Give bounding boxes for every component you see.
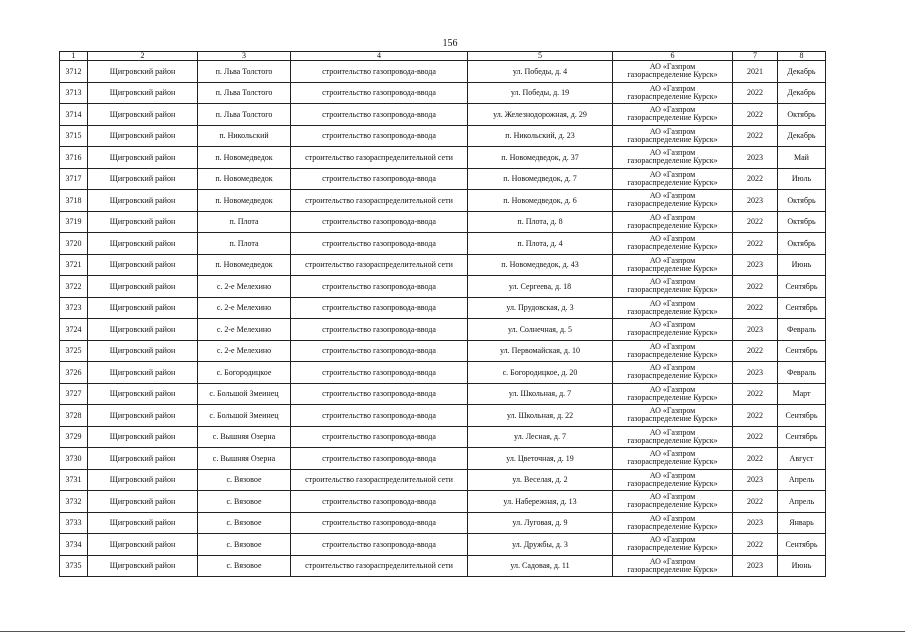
operator-cell [613, 469, 733, 491]
year-cell: 2023 [733, 254, 778, 276]
locality-cell: с. Вышняя Озерна [198, 448, 291, 470]
table-row [60, 512, 826, 534]
work-type-cell: строительство газопровода-ввода [291, 362, 468, 384]
operator-cell [613, 168, 733, 190]
operator-cell [613, 254, 733, 276]
operator-cell [613, 340, 733, 362]
locality-cell: п. Льва Толстого [198, 61, 291, 83]
table-row [60, 469, 826, 491]
table-row [60, 405, 826, 427]
year-cell: 2023 [733, 555, 778, 577]
address-cell: ул. Луговая, д. 9 [468, 512, 613, 534]
work-type-cell: строительство газопровода-ввода [291, 426, 468, 448]
operator-line-2: газораспределение Курск» [627, 91, 718, 101]
year-cell: 2022 [733, 405, 778, 427]
operator-cell [613, 491, 733, 513]
work-type-cell: строительство газораспределительной сети [291, 147, 468, 169]
locality-cell: с. Вязовое [198, 469, 291, 491]
locality-cell: п. Льва Толстого [198, 82, 291, 104]
operator-line-2: газораспределение Курск» [627, 349, 718, 359]
month-cell: Март [778, 383, 826, 405]
work-type-cell: строительство газопровода-ввода [291, 125, 468, 147]
month-cell: Апрель [778, 491, 826, 513]
operator-line-2: газораспределение Курск» [627, 156, 718, 166]
operator-cell [613, 82, 733, 104]
month-cell: Сентябрь [778, 534, 826, 556]
row-number-cell: 3714 [60, 104, 88, 126]
year-cell: 2022 [733, 233, 778, 255]
locality-cell: с. 2-е Мелехино [198, 319, 291, 341]
district-cell: Щигровский район [88, 555, 198, 577]
month-cell: Февраль [778, 319, 826, 341]
work-type-cell: строительство газопровода-ввода [291, 168, 468, 190]
operator-line-1: АО «Газпром [649, 277, 696, 287]
operator-line-1: АО «Газпром [649, 105, 696, 115]
month-cell: Июнь [778, 555, 826, 577]
table-row [60, 491, 826, 513]
row-number-cell: 3731 [60, 469, 88, 491]
operator-line-1: АО «Газпром [649, 255, 696, 265]
operator-line-1: АО «Газпром [649, 492, 696, 502]
month-cell: Июнь [778, 254, 826, 276]
month-cell: Декабрь [778, 61, 826, 83]
column-header: 3 [198, 52, 291, 61]
work-type-cell: строительство газопровода-ввода [291, 405, 468, 427]
column-header: 8 [778, 52, 826, 61]
column-header: 5 [468, 52, 613, 61]
locality-cell: с. Вязовое [198, 534, 291, 556]
work-type-cell: строительство газораспределительной сети [291, 555, 468, 577]
operator-cell [613, 319, 733, 341]
year-cell: 2022 [733, 340, 778, 362]
table-row [60, 340, 826, 362]
row-number-cell: 3728 [60, 405, 88, 427]
work-type-cell: строительство газопровода-ввода [291, 297, 468, 319]
locality-cell: с. 2-е Мелехино [198, 340, 291, 362]
operator-cell [613, 512, 733, 534]
address-cell: ул. Дружбы, д. 3 [468, 534, 613, 556]
month-cell: Декабрь [778, 125, 826, 147]
district-cell: Щигровский район [88, 211, 198, 233]
month-cell: Октябрь [778, 233, 826, 255]
operator-cell [613, 362, 733, 384]
row-number-cell: 3725 [60, 340, 88, 362]
operator-line-1: АО «Газпром [649, 191, 696, 201]
operator-cell [613, 448, 733, 470]
month-cell: Сентябрь [778, 426, 826, 448]
operator-line-1: АО «Газпром [649, 341, 696, 351]
address-cell: ул. Первомайская, д. 10 [468, 340, 613, 362]
table-row [60, 297, 826, 319]
table-row [60, 190, 826, 212]
operator-line-2: газораспределение Курск» [627, 113, 718, 123]
year-cell: 2022 [733, 534, 778, 556]
column-header: 4 [291, 52, 468, 61]
address-cell: ул. Набережная, д. 13 [468, 491, 613, 513]
work-type-cell: строительство газораспределительной сети [291, 190, 468, 212]
table-row [60, 426, 826, 448]
row-number-cell: 3724 [60, 319, 88, 341]
locality-cell: п. Новомедведок [198, 147, 291, 169]
operator-line-2: газораспределение Курск» [627, 306, 718, 316]
month-cell: Апрель [778, 469, 826, 491]
work-type-cell: строительство газопровода-ввода [291, 319, 468, 341]
table-row [60, 534, 826, 556]
table-row [60, 448, 826, 470]
address-cell: п. Новомедведок, д. 37 [468, 147, 613, 169]
year-cell: 2023 [733, 190, 778, 212]
row-number-cell: 3713 [60, 82, 88, 104]
year-cell: 2022 [733, 104, 778, 126]
work-type-cell: строительство газораспределительной сети [291, 254, 468, 276]
operator-line-1: АО «Газпром [649, 234, 696, 244]
work-type-cell: строительство газопровода-ввода [291, 233, 468, 255]
month-cell: Июль [778, 168, 826, 190]
operator-line-1: АО «Газпром [649, 470, 696, 480]
operator-line-2: газораспределение Курск» [627, 70, 718, 80]
table-row [60, 168, 826, 190]
operator-line-2: газораспределение Курск» [627, 263, 718, 273]
operator-cell [613, 104, 733, 126]
operator-line-2: газораспределение Курск» [627, 457, 718, 467]
district-cell: Щигровский район [88, 448, 198, 470]
locality-cell: п. Новомедведок [198, 168, 291, 190]
month-cell: Февраль [778, 362, 826, 384]
operator-cell [613, 383, 733, 405]
district-cell: Щигровский район [88, 340, 198, 362]
address-cell: ул. Веселая, д. 2 [468, 469, 613, 491]
address-cell: ул. Школьная, д. 7 [468, 383, 613, 405]
operator-line-2: газораспределение Курск» [627, 414, 718, 424]
locality-cell: с. Вязовое [198, 555, 291, 577]
operator-line-2: газораспределение Курск» [627, 285, 718, 295]
address-cell: ул. Сергеева, д. 18 [468, 276, 613, 298]
row-number-cell: 3729 [60, 426, 88, 448]
table-row [60, 82, 826, 104]
locality-cell: с. Вязовое [198, 491, 291, 513]
locality-cell: п. Льва Толстого [198, 104, 291, 126]
operator-line-1: АО «Газпром [649, 449, 696, 459]
row-number-cell: 3734 [60, 534, 88, 556]
operator-line-1: АО «Газпром [649, 513, 696, 523]
address-cell: ул. Железнодорожная, д. 29 [468, 104, 613, 126]
operator-line-2: газораспределение Курск» [627, 199, 718, 209]
operator-cell [613, 61, 733, 83]
operator-cell [613, 534, 733, 556]
year-cell: 2022 [733, 82, 778, 104]
work-type-cell: строительство газопровода-ввода [291, 340, 468, 362]
operator-line-1: АО «Газпром [649, 169, 696, 179]
operator-line-2: газораспределение Курск» [627, 371, 718, 381]
district-cell: Щигровский район [88, 233, 198, 255]
operator-line-2: газораспределение Курск» [627, 543, 718, 553]
operator-line-1: АО «Газпром [649, 535, 696, 545]
column-header: 7 [733, 52, 778, 61]
address-cell: с. Богородицкое, д. 20 [468, 362, 613, 384]
table-body [60, 61, 826, 577]
year-cell: 2022 [733, 276, 778, 298]
year-cell: 2022 [733, 491, 778, 513]
table-row [60, 555, 826, 577]
locality-cell: с. Вязовое [198, 512, 291, 534]
row-number-cell: 3716 [60, 147, 88, 169]
district-cell: Щигровский район [88, 512, 198, 534]
month-cell: Август [778, 448, 826, 470]
operator-line-1: АО «Газпром [649, 427, 696, 437]
district-cell: Щигровский район [88, 534, 198, 556]
row-number-cell: 3717 [60, 168, 88, 190]
operator-cell [613, 276, 733, 298]
district-cell: Щигровский район [88, 297, 198, 319]
operator-line-1: АО «Газпром [649, 126, 696, 136]
year-cell: 2022 [733, 211, 778, 233]
operator-cell [613, 233, 733, 255]
district-cell: Щигровский район [88, 383, 198, 405]
district-cell: Щигровский район [88, 469, 198, 491]
locality-cell: с. Большой Змеинец [198, 383, 291, 405]
operator-line-1: АО «Газпром [649, 320, 696, 330]
work-type-cell: строительство газопровода-ввода [291, 534, 468, 556]
table-row [60, 147, 826, 169]
year-cell: 2022 [733, 383, 778, 405]
address-cell: ул. Солнечная, д. 5 [468, 319, 613, 341]
locality-cell: с. Большой Змеинец [198, 405, 291, 427]
operator-line-2: газораспределение Курск» [627, 328, 718, 338]
row-number-cell: 3723 [60, 297, 88, 319]
address-cell: ул. Школьная, д. 22 [468, 405, 613, 427]
address-cell: п. Новомедведок, д. 7 [468, 168, 613, 190]
year-cell: 2022 [733, 125, 778, 147]
row-number-cell: 3715 [60, 125, 88, 147]
address-cell: п. Плота, д. 4 [468, 233, 613, 255]
operator-cell [613, 297, 733, 319]
locality-cell: с. 2-е Мелехино [198, 297, 291, 319]
month-cell: Январь [778, 512, 826, 534]
row-number-cell: 3727 [60, 383, 88, 405]
row-number-cell: 3726 [60, 362, 88, 384]
table-row [60, 211, 826, 233]
table-row [60, 233, 826, 255]
address-cell: п. Новомедведок, д. 43 [468, 254, 613, 276]
month-cell: Октябрь [778, 104, 826, 126]
operator-line-2: газораспределение Курск» [627, 220, 718, 230]
address-cell: ул. Победы, д. 19 [468, 82, 613, 104]
district-cell: Щигровский район [88, 125, 198, 147]
operator-line-2: газораспределение Курск» [627, 177, 718, 187]
operator-line-2: газораспределение Курск» [627, 564, 718, 574]
month-cell: Декабрь [778, 82, 826, 104]
district-cell: Щигровский район [88, 426, 198, 448]
operator-line-2: газораспределение Курск» [627, 478, 718, 488]
district-cell: Щигровский район [88, 104, 198, 126]
row-number-cell: 3721 [60, 254, 88, 276]
district-cell: Щигровский район [88, 254, 198, 276]
district-cell: Щигровский район [88, 405, 198, 427]
year-cell: 2022 [733, 426, 778, 448]
operator-line-1: АО «Газпром [649, 83, 696, 93]
year-cell: 2023 [733, 512, 778, 534]
work-type-cell: строительство газопровода-ввода [291, 448, 468, 470]
month-cell: Сентябрь [778, 276, 826, 298]
locality-cell: п. Никольский [198, 125, 291, 147]
operator-cell [613, 147, 733, 169]
locality-cell: с. Богородицкое [198, 362, 291, 384]
address-cell: ул. Цветочная, д. 19 [468, 448, 613, 470]
bottom-rule [0, 631, 905, 632]
operator-line-1: АО «Газпром [649, 556, 696, 566]
address-cell: ул. Садовая, д. 11 [468, 555, 613, 577]
work-type-cell: строительство газопровода-ввода [291, 276, 468, 298]
year-cell: 2023 [733, 469, 778, 491]
operator-line-1: АО «Газпром [649, 212, 696, 222]
table-row [60, 254, 826, 276]
address-cell: ул. Победы, д. 4 [468, 61, 613, 83]
year-cell: 2023 [733, 147, 778, 169]
locality-cell: п. Плота [198, 211, 291, 233]
work-type-cell: строительство газопровода-ввода [291, 211, 468, 233]
locality-cell: п. Плота [198, 233, 291, 255]
operator-line-2: газораспределение Курск» [627, 521, 718, 531]
work-type-cell: строительство газораспределительной сети [291, 469, 468, 491]
locality-cell: с. 2-е Мелехино [198, 276, 291, 298]
locality-cell: п. Новомедведок [198, 190, 291, 212]
operator-line-1: АО «Газпром [649, 298, 696, 308]
year-cell: 2022 [733, 297, 778, 319]
address-cell: п. Новомедведок, д. 6 [468, 190, 613, 212]
table-row [60, 125, 826, 147]
locality-cell: с. Вышняя Озерна [198, 426, 291, 448]
operator-cell [613, 405, 733, 427]
district-cell: Щигровский район [88, 168, 198, 190]
district-cell: Щигровский район [88, 61, 198, 83]
operator-line-1: АО «Газпром [649, 384, 696, 394]
row-number-cell: 3718 [60, 190, 88, 212]
operator-cell [613, 426, 733, 448]
district-cell: Щигровский район [88, 190, 198, 212]
address-cell: п. Плота, д. 8 [468, 211, 613, 233]
column-number-row [60, 52, 826, 61]
work-type-cell: строительство газопровода-ввода [291, 104, 468, 126]
month-cell: Сентябрь [778, 297, 826, 319]
work-type-cell: строительство газопровода-ввода [291, 61, 468, 83]
operator-line-2: газораспределение Курск» [627, 435, 718, 445]
column-header: 6 [613, 52, 733, 61]
district-cell: Щигровский район [88, 319, 198, 341]
address-cell: ул. Лесная, д. 7 [468, 426, 613, 448]
district-cell: Щигровский район [88, 276, 198, 298]
table-row [60, 61, 826, 83]
district-cell: Щигровский район [88, 491, 198, 513]
address-cell: ул. Прудовская, д. 3 [468, 297, 613, 319]
table-row [60, 383, 826, 405]
page-number: 156 [442, 38, 458, 49]
month-cell: Май [778, 147, 826, 169]
operator-cell [613, 211, 733, 233]
operator-cell [613, 125, 733, 147]
district-cell: Щигровский район [88, 147, 198, 169]
row-number-cell: 3720 [60, 233, 88, 255]
operator-cell [613, 555, 733, 577]
year-cell: 2023 [733, 362, 778, 384]
operator-line-2: газораспределение Курск» [627, 392, 718, 402]
row-number-cell: 3722 [60, 276, 88, 298]
operator-line-1: АО «Газпром [649, 62, 696, 72]
operator-line-2: газораспределение Курск» [627, 500, 718, 510]
district-cell: Щигровский район [88, 82, 198, 104]
operator-line-2: газораспределение Курск» [627, 242, 718, 252]
operator-cell [613, 190, 733, 212]
table-row [60, 319, 826, 341]
table-row [60, 104, 826, 126]
district-cell: Щигровский район [88, 362, 198, 384]
work-type-cell: строительство газопровода-ввода [291, 82, 468, 104]
year-cell: 2021 [733, 61, 778, 83]
row-number-cell: 3730 [60, 448, 88, 470]
column-header: 1 [60, 52, 88, 61]
column-header: 2 [88, 52, 198, 61]
month-cell: Сентябрь [778, 405, 826, 427]
month-cell: Октябрь [778, 211, 826, 233]
month-cell: Октябрь [778, 190, 826, 212]
locality-cell: п. Новомедведок [198, 254, 291, 276]
table-row [60, 362, 826, 384]
operator-line-2: газораспределение Курск» [627, 134, 718, 144]
operator-line-1: АО «Газпром [649, 363, 696, 373]
operator-line-1: АО «Газпром [649, 148, 696, 158]
row-number-cell: 3735 [60, 555, 88, 577]
address-cell: п. Никольский, д. 23 [468, 125, 613, 147]
row-number-cell: 3733 [60, 512, 88, 534]
row-number-cell: 3719 [60, 211, 88, 233]
year-cell: 2022 [733, 448, 778, 470]
row-number-cell: 3712 [60, 61, 88, 83]
work-type-cell: строительство газопровода-ввода [291, 383, 468, 405]
row-number-cell: 3732 [60, 491, 88, 513]
year-cell: 2022 [733, 168, 778, 190]
operator-line-1: АО «Газпром [649, 406, 696, 416]
month-cell: Сентябрь [778, 340, 826, 362]
work-type-cell: строительство газопровода-ввода [291, 512, 468, 534]
year-cell: 2023 [733, 319, 778, 341]
document-table [59, 51, 826, 577]
work-type-cell: строительство газопровода-ввода [291, 491, 468, 513]
table-row [60, 276, 826, 298]
